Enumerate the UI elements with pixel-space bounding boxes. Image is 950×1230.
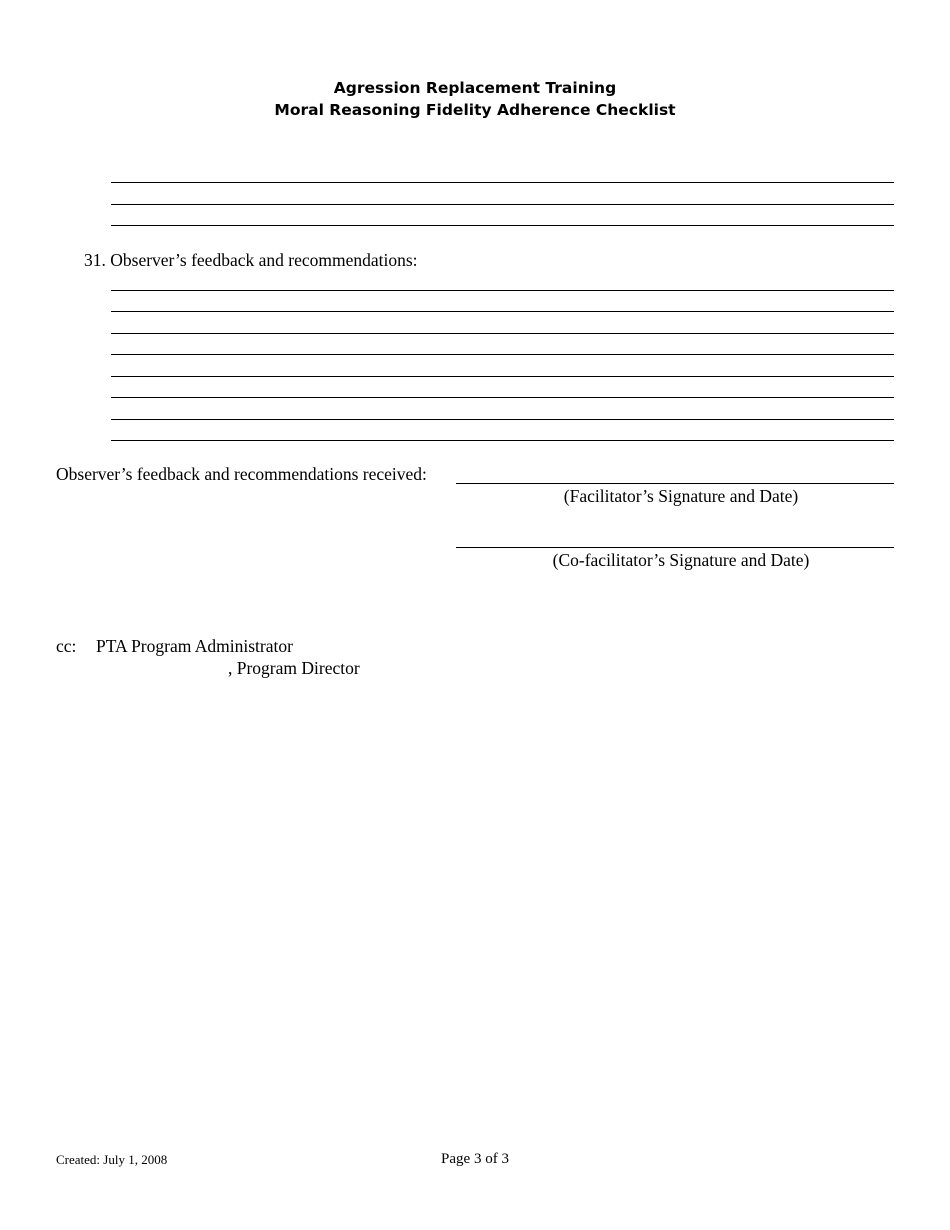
feedback-line [111,311,894,312]
cofacilitator-signature-line [456,547,894,548]
feedback-line [111,419,894,420]
feedback-line [111,376,894,377]
item-31-label: 31. Observer’s feedback and recommendations: [84,250,418,270]
answer-line [111,182,894,183]
cc-label: cc: [56,636,77,656]
received-label: Observer’s feedback and recommendations received: [56,464,427,484]
facilitator-signature-caption: (Facilitator’s Signature and Date) [563,486,799,506]
answer-line [111,204,894,205]
feedback-line [111,290,894,291]
document-title: Agression Replacement Training [333,79,617,97]
document-subtitle: Moral Reasoning Fidelity Adherence Checklist [274,101,676,119]
feedback-line [111,397,894,398]
facilitator-signature-line [456,483,894,484]
cc-recipient-director: , Program Director [228,658,360,678]
feedback-line [111,333,894,334]
page-number: Page 3 of 3 [441,1151,509,1167]
answer-line [111,225,894,226]
feedback-line [111,440,894,441]
cofacilitator-signature-caption: (Co-facilitator’s Signature and Date) [552,550,810,570]
cc-recipient-administrator: PTA Program Administrator [96,636,293,656]
feedback-line [111,354,894,355]
created-date: Created: July 1, 2008 [56,1152,168,1167]
